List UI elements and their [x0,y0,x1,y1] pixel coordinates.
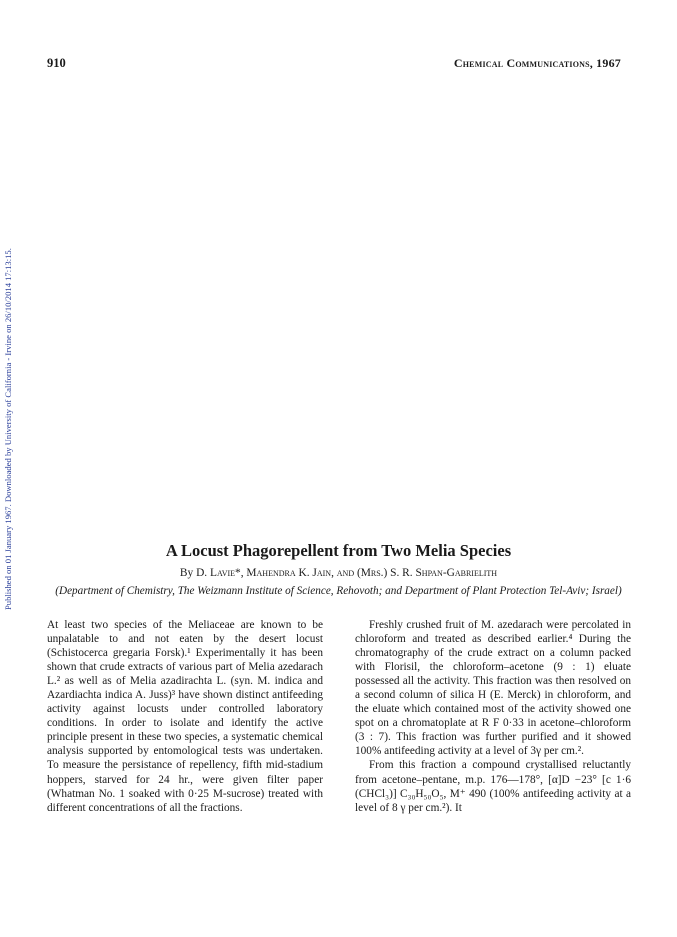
right-column [355,618,631,815]
affiliation: (Department of Chemistry, The Weizmann Institute of Science, Rehovoth; and Department of Plant Protection Tel-Aviv; Israel) [55,585,622,597]
running-head: Chemical Communications, 1967 [453,56,621,70]
authors-prefix: By [179,567,194,579]
download-notice-text: Published on 01 January 1967. Downloaded by University of California - Irvine on 26/10/2014 17:13:15. [3,248,13,610]
body-paragraph: From this fraction a compound crystallised reluctantly from acetone–pentane, m.p. 176—178°, [α]D −23° [c 1·6 (CHCl₃)] C₃₀H₅₀O₅, M⁺ 490 (100% antifeeding activity at a level of 8 γ per cm.²). It [355,759,631,814]
author-names: D. Lavie*, Mahendra K. Jain, and (Mrs.) S. R. Shpan-Gabrielith [196,567,498,579]
body-paragraph: At least two species of the Meliaceae are known to be unpalatable to and not eaten by the desert locust (Schistocerca gregaria Forsk).¹ Experimentally it has been shown that crude extracts of various part of Melia azedarach L.² as well as of Melia azadirachta L. (syn. M. indica and Azardiachta indica A. Juss)³ have shown distinct antifeeding activity against locusts under controlled laboratory conditions. In order to isolate and identify the active principle present in these two species, a systematic chemical analysis supported by entomological tests was undertaken. To measure the persistance of repellency, fifth mid-stadium hoppers, starved for 24 hr., were given filter paper (Whatman No. 1 soaked with 0·25 M-sucrose) treated with different concentrations of all the fractions. [47,619,323,814]
body-paragraph: Freshly crushed fruit of M. azedarach were percolated in chloroform and treated as described earlier.⁴ During the chromatography of the crude extract on a column packed with Florisil, the chloroform–acetone (9 : 1) eluate possessed all the activity. This fraction was then resolved on a second column of silica H (E. Merck) in chloroform, and the eluate which contained most of the activity showed one spot on a chromatoplate at R F 0·33 in acetone–chloroform (3 : 7). This fraction was further purified and it showed 100% antifeeding activity at a level of 3γ per cm.². [355,619,631,758]
article-title: A Locust Phagorepellent from Two Melia Species [165,541,512,560]
left-column [47,618,323,815]
author-line [0,567,677,579]
download-notice [3,140,17,610]
page-number: 910 [47,56,66,70]
